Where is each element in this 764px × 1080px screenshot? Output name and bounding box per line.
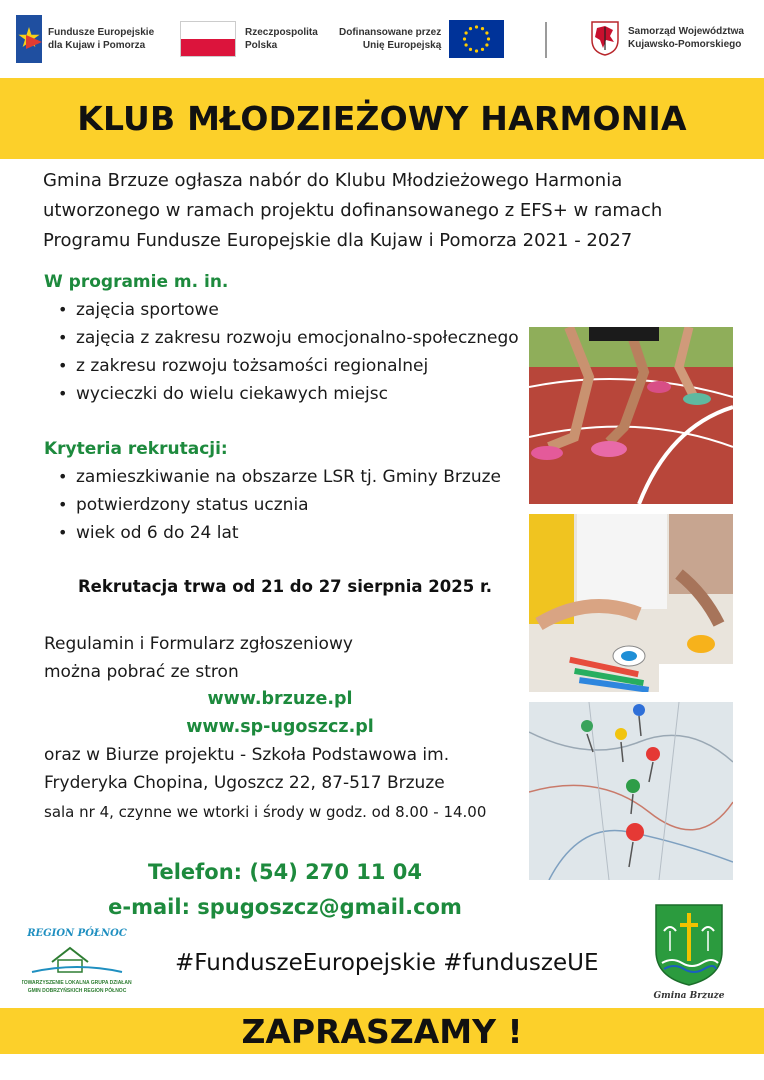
criteria-heading: Kryteria rekrutacji: xyxy=(44,439,228,459)
runners-photo xyxy=(529,327,733,504)
unia-europejska-logo xyxy=(339,20,504,58)
region-polnoc-logo xyxy=(22,922,132,996)
ue-logo-line2: Unię Europejską xyxy=(362,40,442,51)
list-item: • zajęcia sportowe xyxy=(54,296,519,324)
eu-flag-icon xyxy=(449,20,504,58)
fundusze-europejskie-logo xyxy=(16,15,154,63)
intro-line: Gmina Brzuze ogłasza nabór do Klubu Młodzieżowego Harmonia xyxy=(43,170,623,191)
list-item: • wycieczki do wielu ciekawych miejsc xyxy=(54,380,519,408)
contact-phone[interactable]: Telefon: (54) 270 11 04 xyxy=(147,860,423,884)
pl-logo-line2: Polska xyxy=(245,40,278,51)
closing-text: ZAPRASZAMY ! xyxy=(241,1011,523,1051)
registration-line: Regulamin i Formularz zgłoszeniowy xyxy=(44,634,353,654)
ue-logo-line1: Dofinansowane przez xyxy=(339,27,442,38)
samorzad-wojewodztwa-logo xyxy=(590,20,744,56)
recruitment-dates: Rekrutacja trwa od 21 do 27 sierpnia 2025 r. xyxy=(77,577,493,596)
kp-logo-line1: Samorząd Województwa xyxy=(628,26,744,37)
gmina-brzuze-crest xyxy=(650,901,728,1001)
intro-line: Programu Fundusze Europejskie dla Kujaw i Pomorza 2021 - 2027 xyxy=(43,230,633,251)
intro-line: utworzonego w ramach projektu dofinansowanego z EFS+ w ramach xyxy=(43,200,663,221)
painting-photo xyxy=(529,514,733,692)
region-logo-line2: GMIN DOBRZYŃSKICH REGION PÓŁNOC xyxy=(27,988,127,994)
link-sp-ugoszcz[interactable]: www.sp-ugoszcz.pl xyxy=(186,717,374,737)
contact-email[interactable]: e-mail: spugoszcz@gmail.com xyxy=(108,895,462,919)
page-title: KLUB MŁODZIEŻOWY HARMONIA xyxy=(77,99,687,138)
region-logo-line1: STOWARZYSZENIE LOKALNA GRUPA DZIAŁANIA xyxy=(22,980,132,986)
rzeczpospolita-polska-logo xyxy=(180,21,318,57)
fe-logo-line2: dla Kujaw i Pomorza xyxy=(48,40,146,51)
title-band xyxy=(0,78,764,159)
registration-line: oraz w Biurze projektu - Szkoła Podstawowa im. xyxy=(44,745,450,765)
link-brzuze[interactable]: www.brzuze.pl xyxy=(207,689,353,709)
closing-band xyxy=(0,1008,764,1054)
map-pins-photo xyxy=(529,702,733,880)
logo-strip xyxy=(0,0,764,78)
region-logo-title: REGION PÓŁNOC xyxy=(27,928,127,939)
hashtags: #FunduszeEuropejskie #funduszeUE xyxy=(175,950,599,976)
intro-paragraph xyxy=(43,166,683,256)
list-item: • z zakresu rozwoju tożsamości regionalnej xyxy=(54,352,519,380)
program-heading: W programie m. in. xyxy=(44,272,229,292)
pl-logo-line1: Rzeczpospolita xyxy=(245,27,318,38)
kp-logo-line2: Kujawsko-Pomorskiego xyxy=(628,39,742,50)
office-hours: sala nr 4, czynne we wtorki i środy w godz. od 8.00 - 14.00 xyxy=(44,803,487,821)
list-item: • zajęcia z zakresu rozwoju emocjonalno-społecznego xyxy=(54,324,519,352)
criteria-list xyxy=(54,463,501,547)
list-item: • potwierdzony status ucznia xyxy=(54,491,501,519)
gmina-logo-text: Gmina Brzuze xyxy=(653,991,725,1001)
program-list xyxy=(54,296,519,408)
logo-divider xyxy=(545,22,547,58)
kujawsko-pomorskie-crest-icon xyxy=(590,20,620,56)
list-item: • zamieszkiwanie na obszarze LSR tj. Gminy Brzuze xyxy=(54,463,501,491)
polish-flag-icon xyxy=(180,21,236,57)
list-item: • wiek od 6 do 24 lat xyxy=(54,519,501,547)
registration-line: Fryderyka Chopina, Ugoszcz 22, 87-517 Brzuze xyxy=(44,773,445,793)
fe-logo-line1: Fundusze Europejskie xyxy=(48,27,155,38)
fe-emblem-icon xyxy=(16,15,42,63)
registration-line: można pobrać ze stron xyxy=(44,662,239,682)
